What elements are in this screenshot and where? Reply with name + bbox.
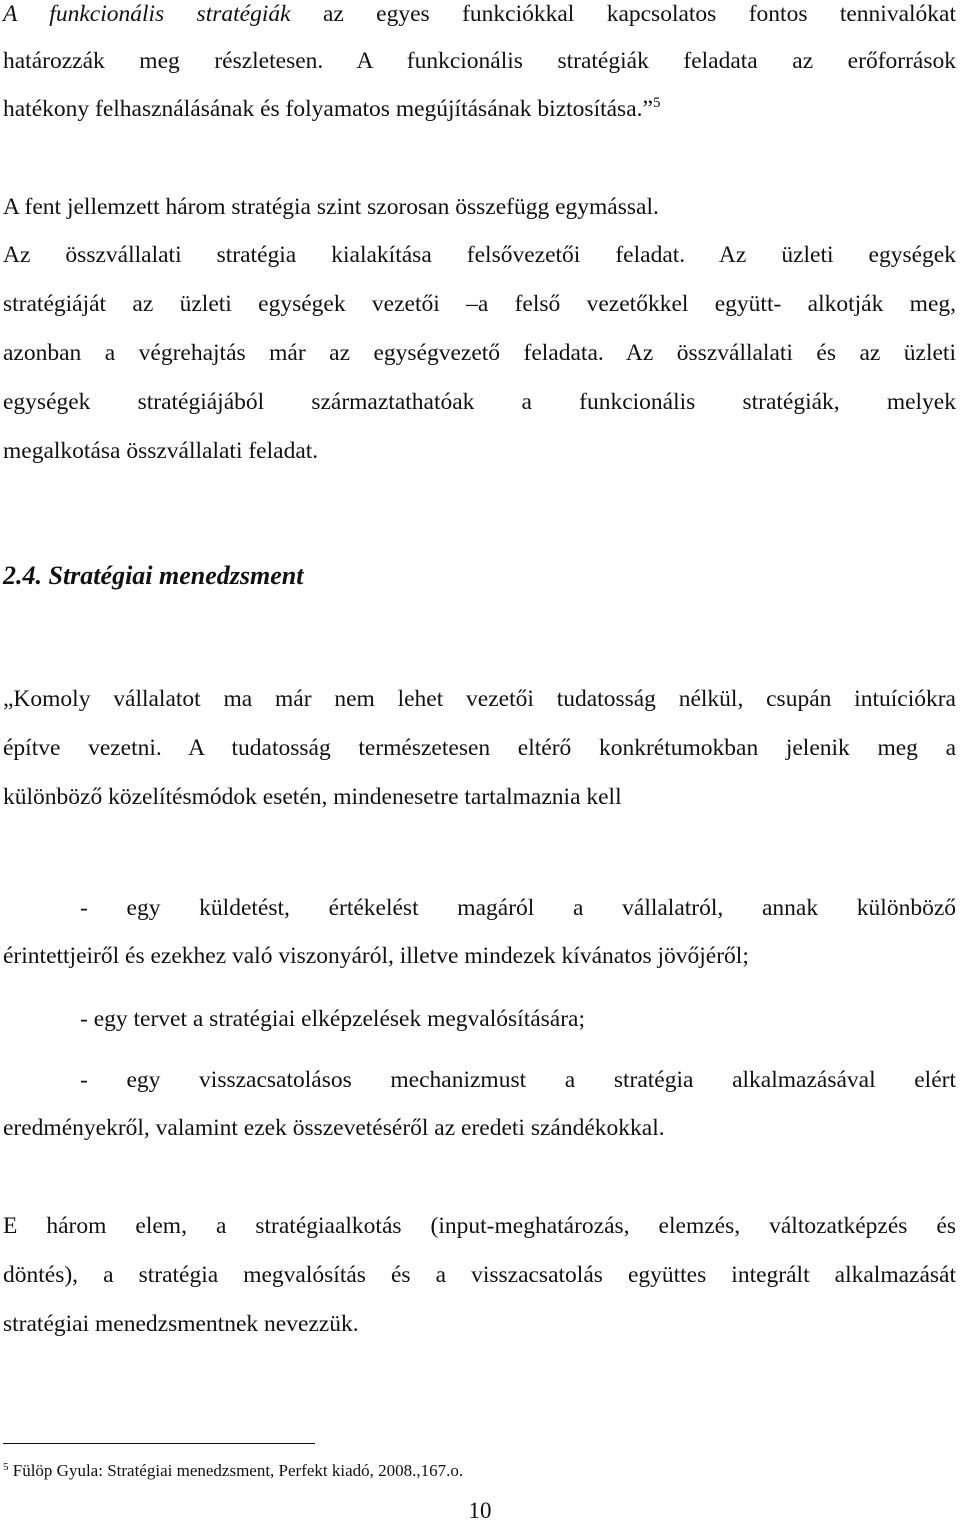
page-number: 10 (468, 1498, 492, 1523)
quote-line-1: „Komoly vállalatot ma már nem lehet vezetői tudatosság nélkül, csupán intuíciókra (3, 686, 956, 712)
paragraph-2-line-2: Az összvállalati stratégia kialakítása felsővezetői feladat. Az üzleti egységek (3, 242, 956, 268)
list-item-3-line-1: - egy visszacsatolásos mechanizmust a stratégia alkalmazásával elért (80, 1067, 956, 1093)
emphasis-term: A funkcionális stratégiák (3, 1, 291, 27)
paragraph-2-line-3: stratégiáját az üzleti egységek vezetői –a felső vezetőkkel együtt- alkotják meg, (3, 291, 956, 317)
paragraph-4-line-2: döntés), a stratégia megvalósítás és a visszacsatolás együttes integrált alkalmazását (3, 1262, 956, 1288)
paragraph-2-line-4: azonban a végrehajtás már az egységvezető feladata. Az összvállalati és az üzleti (3, 340, 956, 366)
paragraph-1-line-3: hatékony felhasználásának és folyamatos megújításának biztosítása.”$^5$ (3, 95, 661, 122)
footnote-reference: 5 (652, 95, 661, 111)
section-heading: 2.4. Stratégiai menedzsment (3, 561, 304, 590)
quote-line-3: különböző közelítésmódok esetén, mindenesetre tartalmaznia kell (3, 784, 622, 810)
paragraph-2-line-1: A fent jellemzett három stratégia szint szorosan összefügg egymással. (3, 194, 659, 220)
paragraph-1-line-1: A funkcionális stratégiák az egyes funkciókkal kapcsolatos fontos tennivalókat (3, 1, 956, 27)
paragraph-4-line-1: E három elem, a stratégiaalkotás (input-meghatározás, elemzés, változatképzés és (3, 1213, 956, 1239)
footnote-text: Fülöp Gyula: Stratégiai menedzsment, Perfekt kiadó, 2008.,167.o. (8, 1461, 464, 1480)
footnote-number: 5 (3, 1461, 9, 1473)
footnote (3, 1460, 463, 1482)
paragraph-4-line-3: stratégiai menedzsmentnek nevezzük. (3, 1311, 359, 1337)
paragraph-2-line-6: megalkotása összvállalati feladat. (3, 438, 319, 464)
list-item-1-line-1: - egy küldetést, értékelést magáról a vállalatról, annak különböző (80, 895, 956, 921)
list-item-3-line-2: eredményekről, valamint ezek összevetéséről az eredeti szándékokkal. (3, 1115, 665, 1141)
paragraph-1-line-2: határozzák meg részletesen. A funkcionális stratégiák feladata az erőforrások (3, 48, 956, 74)
paragraph-2-line-5: egységek stratégiájából származtathatóak a funkcionális stratégiák, melyek (3, 389, 956, 415)
list-item-1-line-2: érintettjeiről és ezekhez való viszonyáról, illetve mindezek kívánatos jövőjéről; (3, 943, 749, 969)
quote-line-2: építve vezetni. A tudatosság természetesen eltérő konkrétumokban jelenik meg a (3, 735, 956, 761)
list-item-2: - egy tervet a stratégiai elképzelések megvalósítására; (80, 1006, 586, 1032)
footnote-divider (3, 1443, 315, 1444)
